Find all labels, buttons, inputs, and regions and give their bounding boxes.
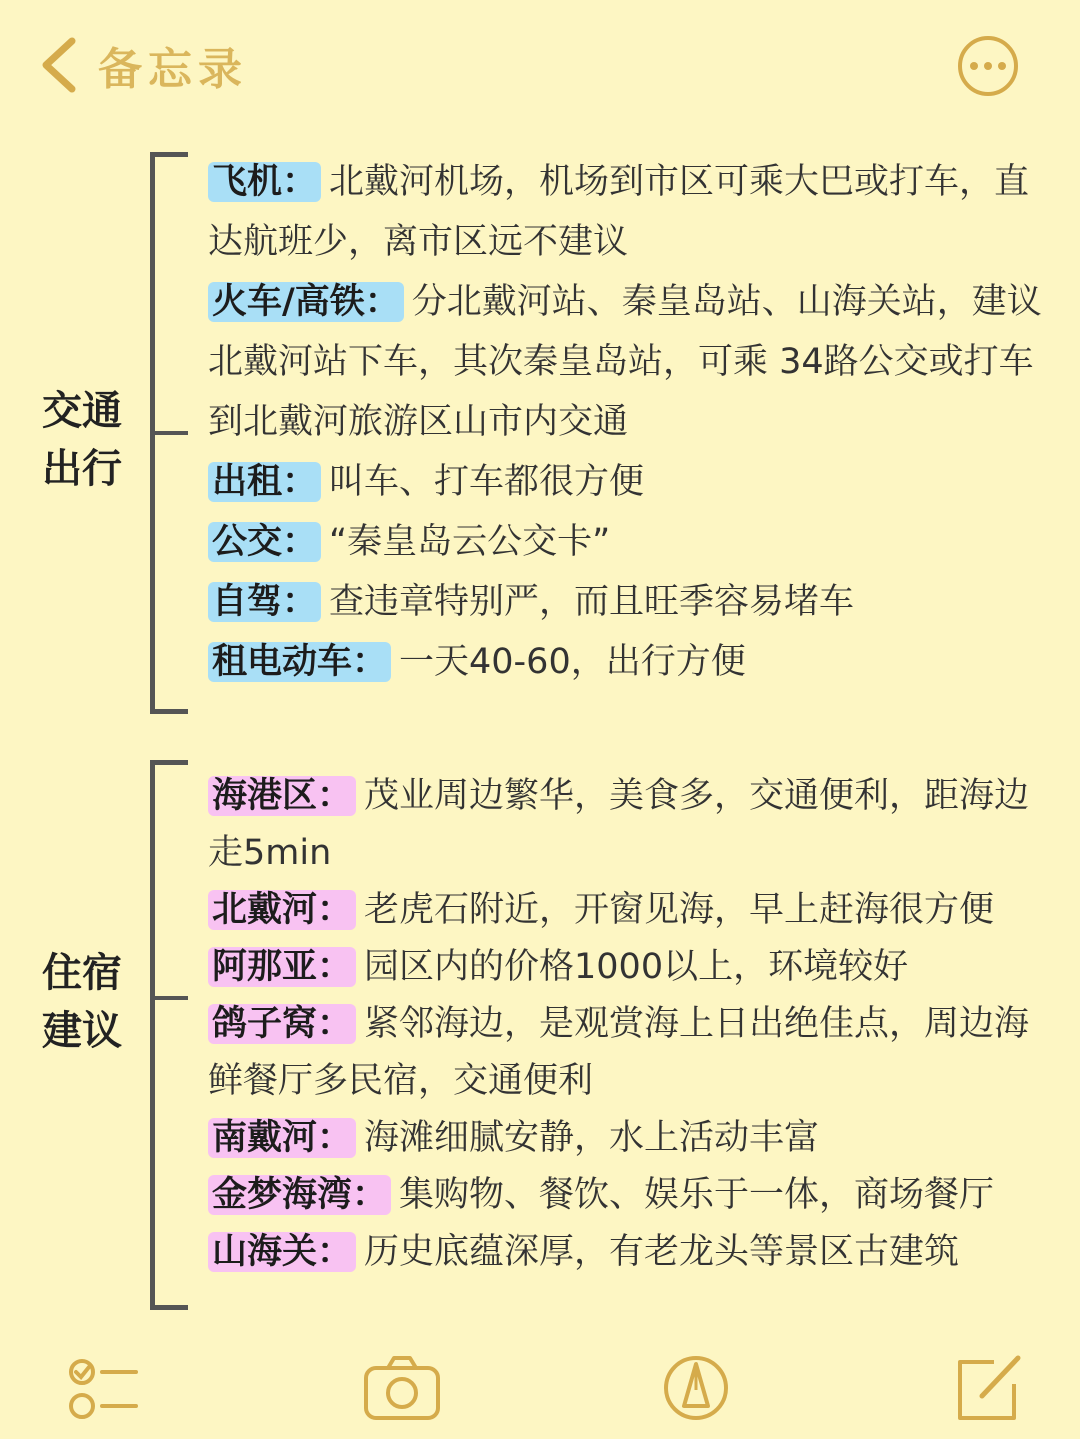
list-item — [208, 1224, 1058, 1281]
list-item — [208, 1110, 1058, 1167]
entry-label: 阿那亚： — [208, 947, 356, 987]
list-item — [208, 768, 1058, 882]
entry-text: 分北戴河站、秦皇岛站、山海关站，建议北戴河站下车，其次秦皇岛站，可乘 34路公交或打车到北戴河旅游区山市内交通 — [208, 282, 1042, 442]
entry-label: 出租： — [208, 462, 321, 502]
back-button[interactable] — [36, 30, 248, 100]
entry-label: 金梦海湾： — [208, 1175, 391, 1215]
entry-text: 园区内的价格1000以上，环境较好 — [364, 947, 909, 987]
bottom-toolbar — [0, 1340, 1080, 1439]
list-item — [208, 272, 1058, 452]
entry-label: 租电动车： — [208, 642, 391, 682]
list-item — [208, 882, 1058, 939]
list-item — [208, 939, 1058, 996]
entry-label: 火车/高铁： — [208, 282, 404, 322]
compose-icon[interactable] — [948, 1350, 1028, 1426]
entry-text: 紧邻海边，是观赏海上日出绝佳点，周边海鲜餐厅多民宿，交通便利 — [208, 1004, 1030, 1101]
list-item — [208, 152, 1058, 272]
entry-text: 海滩细腻安静，水上活动丰富 — [364, 1118, 820, 1158]
checklist-icon[interactable] — [64, 1350, 144, 1426]
transport-section-title — [42, 382, 142, 498]
transport-section — [0, 150, 1080, 720]
list-item — [208, 512, 1058, 572]
entry-text: 历史底蕴深厚，有老龙头等景区古建筑 — [364, 1232, 960, 1272]
entry-text: “秦皇岛云公交卡” — [329, 522, 611, 562]
entry-label: 自驾： — [208, 582, 321, 622]
entry-label: 南戴河： — [208, 1118, 356, 1158]
entry-label: 北戴河： — [208, 890, 356, 930]
list-item — [208, 632, 1058, 692]
chevron-left-icon — [36, 35, 82, 95]
markup-pen-icon[interactable] — [656, 1350, 736, 1426]
list-item — [208, 572, 1058, 632]
entry-text: 一天40-60，出行方便 — [399, 642, 746, 682]
transport-bracket-tick — [150, 431, 188, 435]
ellipsis-circle-icon[interactable] — [958, 36, 1018, 96]
transport-list — [208, 152, 1058, 692]
entry-label: 海港区： — [208, 776, 356, 816]
top-bar — [0, 0, 1080, 130]
back-label: 备忘录 — [98, 44, 248, 95]
list-item — [208, 996, 1058, 1110]
entry-label: 公交： — [208, 522, 321, 562]
camera-icon[interactable] — [362, 1350, 442, 1426]
accommodation-section-title — [42, 944, 142, 1060]
entry-text: 集购物、餐饮、娱乐于一体，商场餐厅 — [399, 1175, 995, 1215]
list-item — [208, 452, 1058, 512]
transport-title-line2: 出行 — [42, 446, 122, 492]
entry-text: 老虎石附近，开窗见海，早上赶海很方便 — [364, 890, 995, 930]
entry-text: 北戴河机场，机场到市区可乘大巴或打车，直达航班少，离市区远不建议 — [208, 162, 1030, 262]
entry-text: 查违章特别严，而且旺季容易堵车 — [329, 582, 855, 622]
accommodation-bracket — [150, 760, 188, 1310]
accommodation-title-line1: 住宿 — [42, 950, 122, 996]
accommodation-section — [0, 760, 1080, 1310]
entry-label: 鸽子窝： — [208, 1004, 356, 1044]
entry-label: 山海关： — [208, 1232, 356, 1272]
accommodation-list — [208, 768, 1058, 1281]
entry-label: 飞机： — [208, 162, 321, 202]
entry-text: 叫车、打车都很方便 — [329, 462, 645, 502]
transport-title-line1: 交通 — [42, 388, 122, 434]
entry-text: 茂业周边繁华，美食多，交通便利，距海边走5min — [208, 776, 1030, 873]
accommodation-title-line2: 建议 — [42, 1008, 122, 1054]
list-item — [208, 1167, 1058, 1224]
accommodation-bracket-tick — [150, 996, 188, 1000]
